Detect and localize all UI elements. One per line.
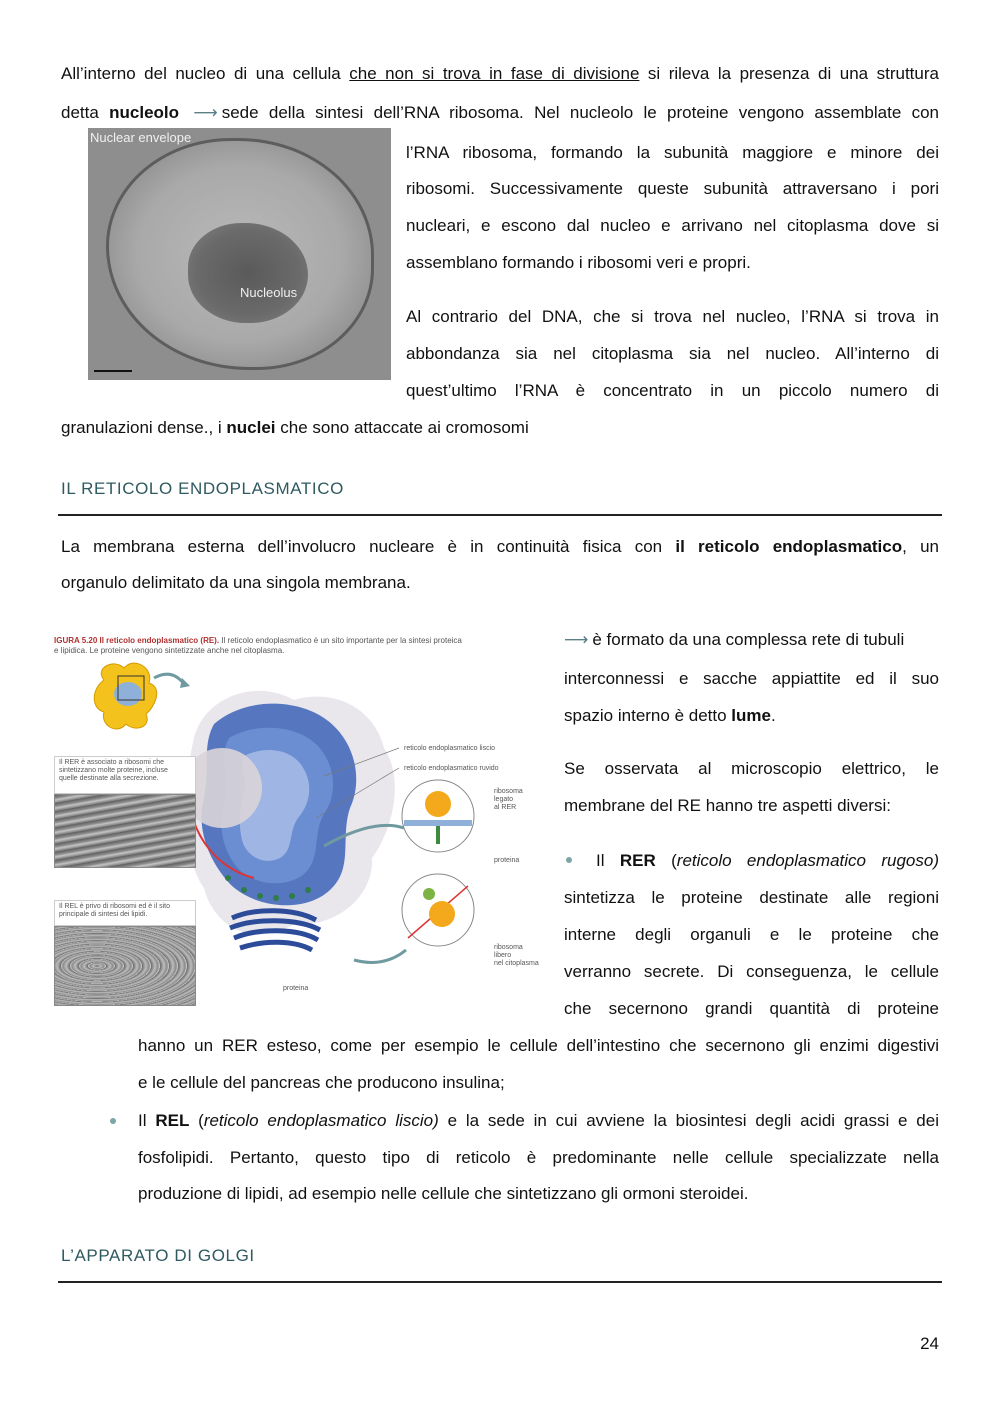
bold-term-nucleolo: nucleolo [109, 103, 180, 122]
list-item-line: produzione di lipidi, ad esempio nelle cellule che sintetizzano gli ormoni steroidei. [138, 1184, 749, 1203]
list-item-line: Il RER (reticolo endoplasmatico rugoso) [596, 851, 939, 870]
label-ribosoma-legato: ribosoma legato al RER [494, 788, 523, 811]
paragraph-line: All’interno del nucleo di una cellula che non si trova in fase di divisione si rileva la presenza di una struttura [61, 64, 939, 83]
paragraph-line: granulazioni dense., i nuclei che sono attaccate ai cromosomi [61, 418, 529, 437]
label-nuclear-envelope: Nuclear envelope [90, 130, 192, 145]
figure-caption: IGURA 5.20 Il reticolo endoplasmatico (RE). Il reticolo endoplasmatico è un sito importante per la sintesi proteica e lipidica. Le proteine vengono sintetizzate anche nel citoplasma. [54, 636, 462, 655]
rel-micrograph [54, 926, 196, 1006]
section-heading: IL RETICOLO ENDOPLASMATICO [61, 479, 344, 498]
paragraph-line: organulo delimitato da una singola membrana. [61, 573, 411, 592]
heading-rule [58, 1281, 942, 1283]
list-item-line: e le cellule del pancreas che producono insulina; [138, 1073, 505, 1092]
heading-rule [58, 514, 942, 516]
nucleolus-shape [188, 223, 308, 323]
paragraph-line: interconnessi e sacche appiattite ed il suo [564, 669, 939, 688]
list-item-line: che secernono grandi quantità di proteine [564, 999, 939, 1018]
bullet-dot [566, 857, 572, 863]
rer-micrograph [54, 794, 196, 868]
list-item-line: hanno un RER esteso, come per esempio le cellule dell’intestino che secernono gli enzimi digestivi [138, 1036, 939, 1055]
paragraph-line: membrane del RE hanno tre aspetti diversi: [564, 796, 891, 815]
paragraph-line: l’RNA ribosoma, formando la subunità maggiore e minore dei [406, 143, 939, 162]
list-item-line: fosfolipidi. Pertanto, questo tipo di reticolo è predominante nelle cellule specializzate nella [138, 1148, 939, 1167]
label-proteina-bottom: proteina [283, 985, 309, 992]
label-ribosoma-libero: ribosoma libero nel citoplasma [494, 944, 539, 967]
paragraph-line: quest’ultimo l’RNA è concentrato in un piccolo numero di [406, 381, 939, 400]
paragraph-line: abbondanza sia nel citoplasma sia nel nucleo. All’interno di [406, 344, 939, 363]
label-er-liscio: reticolo endoplasmatico liscio [404, 745, 496, 752]
arrow-icon: ⟶ [193, 103, 218, 123]
page-number: 24 [920, 1334, 939, 1353]
label-er-ruvido: reticolo endoplasmatico ruvido [404, 765, 499, 772]
paragraph-line: Al contrario del DNA, che si trova nel nucleo, l’RNA si trova in [406, 307, 939, 326]
underlined-text: che non si trova in fase di divisione [349, 64, 640, 83]
paragraph-line: ⟶ è formato da una complessa rete di tubuli [564, 630, 905, 650]
bold-term-rer: RER [619, 851, 656, 870]
bold-term-rel: REL [155, 1111, 190, 1130]
rer-info-box: Il RER è associato a ribosomi che sintetizzano molte proteine, incluse quelle destinate alla secrezione. [54, 756, 196, 794]
nucleus-micrograph [88, 128, 391, 380]
paragraph-line: nucleari, e escono dal nucleo e arrivano nel citoplasma dove si [406, 216, 939, 235]
list-item-line: Il REL (reticolo endoplasmatico liscio) e la sede in cui avviene la biosintesi degli acidi grassi e dei [138, 1111, 939, 1130]
paragraph-line: detta nucleolo ⟶ sede della sintesi dell’RNA ribosoma. Nel nucleolo le proteine vengono assemblate con [61, 103, 939, 123]
paragraph-line: La membrana esterna dell’involucro nucleare è in continuità fisica con il reticolo endoplasmatico, un [61, 537, 939, 556]
list-item-line: interne degli organuli e le proteine che [564, 925, 939, 944]
paragraph-line: assemblano formando i ribosomi veri e propri. [406, 253, 751, 272]
label-nucleolus: Nucleolus [240, 285, 298, 300]
section-heading: L’APPARATO DI GOLGI [61, 1246, 255, 1265]
bold-term-reticolo: il reticolo endoplasmatico [675, 537, 903, 556]
label-proteina-right: proteina [494, 857, 520, 864]
paragraph-line: ribosomi. Successivamente queste subunità attraversano i pori [406, 179, 939, 198]
paragraph-line: Se osservata al microscopio elettrico, le [564, 759, 939, 778]
bullet-dot [110, 1118, 116, 1124]
er-figure [54, 628, 548, 1008]
scale-bar [94, 370, 132, 372]
arrow-icon: ⟶ [564, 630, 589, 650]
rel-info-box: Il REL è privo di ribosomi ed è il sito principale di sintesi dei lipidi. [54, 900, 196, 926]
paragraph-line: spazio interno è detto lume. [564, 706, 776, 725]
list-item-line: sintetizza le proteine destinate alle regioni [564, 888, 939, 907]
list-item-line: verranno secrete. Di conseguenza, le cellule [564, 962, 939, 981]
bold-term-nuclei: nuclei [226, 418, 276, 437]
bold-term-lume: lume [731, 706, 771, 725]
